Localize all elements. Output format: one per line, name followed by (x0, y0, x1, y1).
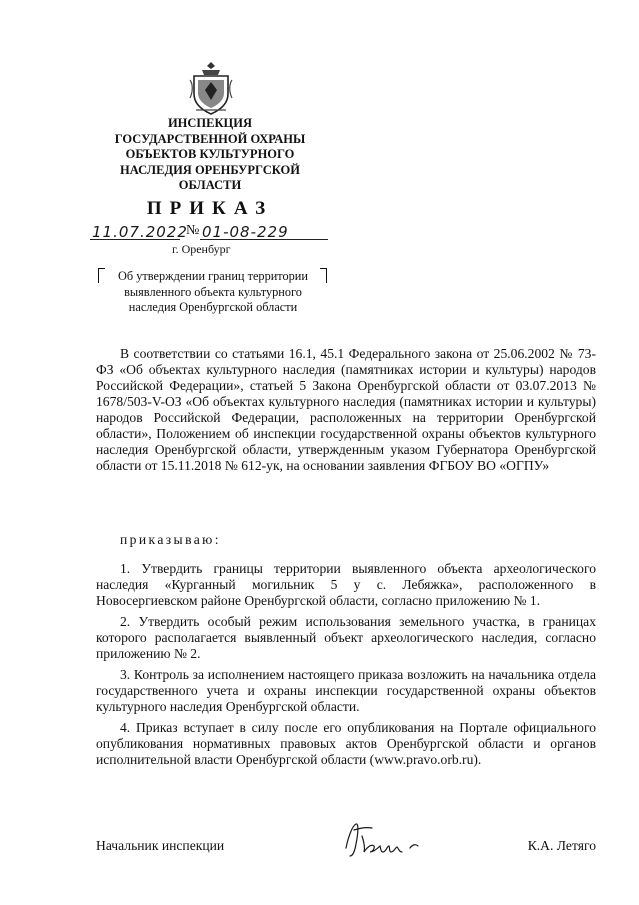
org-line: ГОСУДАРСТВЕННОЙ ОХРАНЫ (114, 131, 306, 146)
command-word: приказываю: (120, 532, 221, 547)
subject-line: наследия Оренбургской области (128, 300, 298, 314)
issuing-organization (94, 116, 326, 194)
order-item: 3. Контроль за исполнением настоящего приказа возложить на начальника отдела государственного учета и охраны инспекции государственной охраны объектов культурного наследия Оренбургской области. (96, 667, 596, 714)
date-underline (90, 239, 180, 240)
subject-line: Об утверждении границ территории (118, 269, 308, 283)
org-line: НАСЛЕДИЯ ОРЕНБУРГСКОЙ (119, 162, 301, 177)
signer-position: Начальник инспекции (96, 838, 225, 853)
coat-of-arms-emblem (188, 58, 234, 116)
subject-line: выявленного объекта культурного (124, 284, 302, 299)
org-line: ОБЪЕКТОВ КУЛЬТУРНОГО (125, 147, 295, 161)
order-item: 2. Утвердить особый режим использования земельного участка, в границах которого располагается выявленный объект археологического наследия, согласно приложению № 2. (96, 614, 596, 661)
org-line: ОБЛАСТИ (178, 178, 242, 192)
order-date: 11.07.2022 (92, 223, 188, 241)
order-items (96, 561, 596, 773)
number-sign: № (186, 223, 200, 238)
city-label: г. Оренбург (172, 242, 231, 256)
signer-name: К.А. Летяго (527, 838, 596, 853)
order-number: 01-08-229 (202, 223, 289, 241)
document-type-title: ПРИКАЗ (146, 198, 274, 219)
order-item: 4. Приказ вступает в силу после его опубликования на Портале официального опубликования нормативных правовых актов Оренбургской области и органов исполнительной власти Оренбургской области (www.pravo.orb.ru). (96, 720, 596, 767)
org-line: ИНСПЕКЦИЯ (167, 116, 253, 130)
handwritten-signature (340, 818, 426, 862)
order-subject (100, 269, 326, 316)
preamble-paragraph: В соответствии со статьями 16.1, 45.1 Федерального закона от 25.06.2002 № 73-ФЗ «Об объектах культурного наследия (памятниках истории и культуры) народов Российской Федерации», статьей 5 Закона Оренбургской области от 03.07.2013 № 1678/503-V-ОЗ «Об объектах культурного наследия (памятниках истории и культуры) народов Российской Федерации, расположенных на территории Оренбургской области», Положением об инспекции государственной охраны объектов культурного наследия Оренбургской области, утвержденным указом Губернатора Оренбургской области от 15.11.2018 № 612-ук, на основании заявления ФГБОУ ВО «ОГПУ» (96, 346, 596, 473)
number-underline (200, 239, 328, 240)
order-item: 1. Утвердить границы территории выявленного объекта археологического наследия «Курганный могильник 5 у с. Лебяжка», расположенного в Новосергиевском районе Оренбургской области, согласно приложению № 1. (96, 561, 596, 608)
